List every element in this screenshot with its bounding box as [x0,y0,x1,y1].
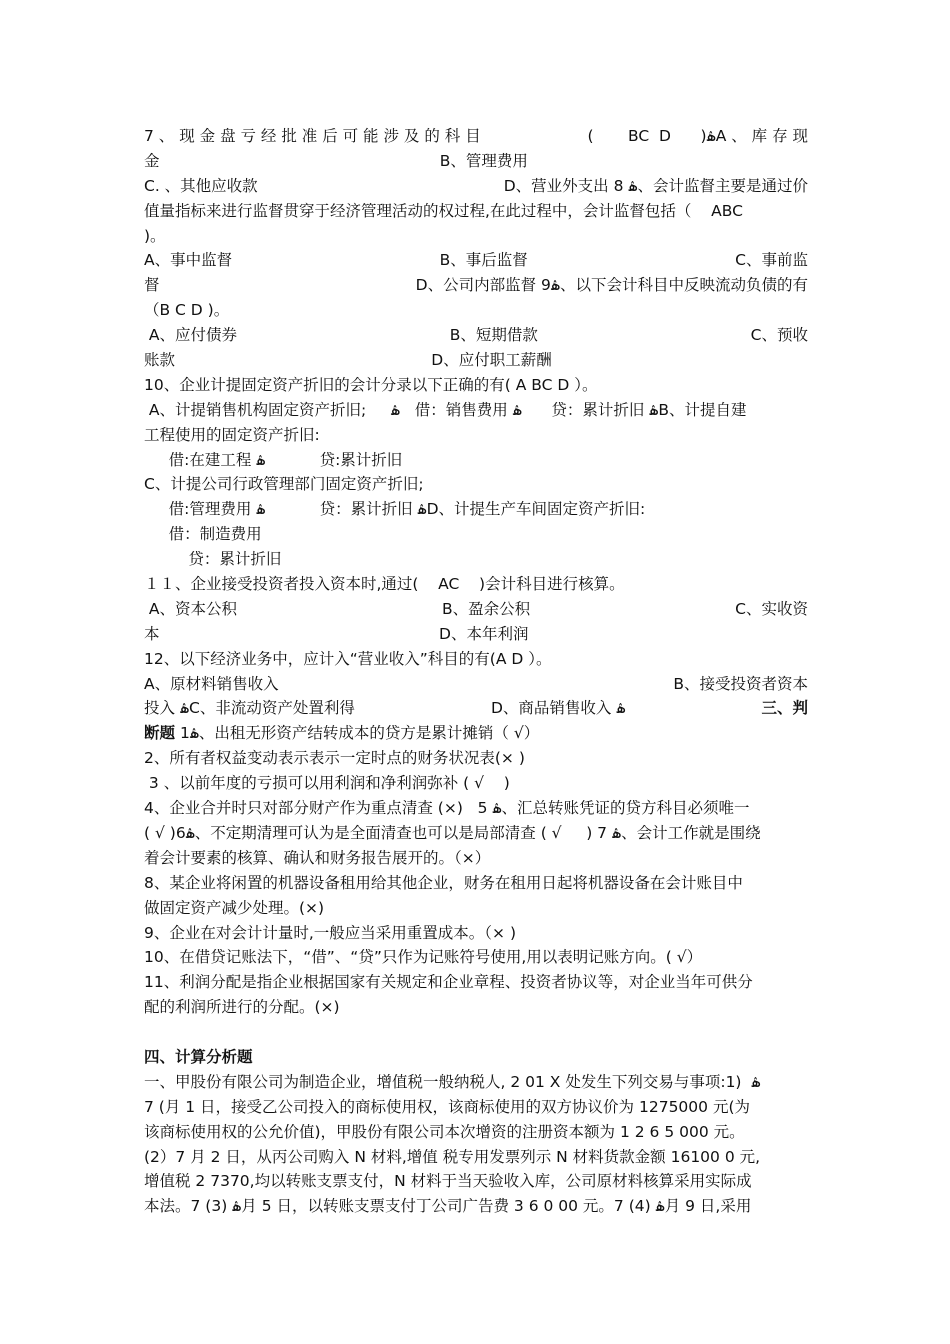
text-segment: 借：制造费用 [144,525,262,544]
text-segment: 该商标使用权的公允价值)，甲股份有限公司本次增资的注册资本额为 1 2 6 5 000 元。 [144,1122,745,1141]
document-page [144,124,808,1219]
text-line [144,248,808,273]
text-segment: 8、某企业将闲置的机器设备租用给其他企业，财务在租用日起将机器设备在会计账目中 [144,873,743,892]
text-line [144,323,808,348]
text-line [144,423,808,448]
text-segment: D、商品销售收入 ۿ [490,699,626,718]
text-line [144,497,808,522]
text-segment: B、管理费用 [439,151,528,170]
text-segment: 11、利润分配是指企业根据国家有关规定和企业章程、投资者协议等，对企业当年可供分 [144,973,753,992]
text-line [144,896,808,921]
text-line [144,1194,808,1219]
text-line [144,199,808,224]
text-segment: D、应付职工薪酬 [431,351,552,370]
text-segment: 断题 [144,724,176,743]
text-segment: 配的利润所进行的分配。(×) [144,998,340,1017]
text-line [144,547,808,572]
text-line [144,696,808,721]
text-segment: ( BC D )ۿA 、 库 存 现 [587,127,808,145]
text-segment: A、原材料销售收入 [144,674,279,693]
text-line [144,224,808,249]
text-segment: C、实收资 [735,599,808,618]
text-line [144,796,808,821]
text-segment: B、短期借款 [449,326,538,345]
text-line [144,771,808,796]
text-line [144,1120,808,1145]
text-line [144,1145,808,1170]
text-segment: １１、企业接受投资者投入资本时,通过( AC )会计科目进行核算。 [144,575,625,594]
text-segment: B、事后监督 [439,251,528,270]
text-segment: A、资本公积 [144,599,238,618]
text-segment: 7 (月 1 日，接受乙公司投入的商标使用权，该商标使用的双方协议价为 1275000 元(为 [144,1097,750,1116]
text-line [144,373,808,398]
text-line [144,1095,808,1120]
text-segment: 增值税 2 7370,均以转账支票支付，N 材料于当天验收入库，公司原材料核算采用实际成 [144,1172,752,1191]
text-segment: 借:在建工程 ۿ 贷:累计折旧 [144,450,403,469]
text-segment: 做固定资产减少处理。(×) [144,898,325,917]
text-line [144,174,808,199]
text-line [144,622,808,647]
text-segment: 10、企业计提固定资产折旧的会计分录以下正确的有( A BC D ）。 [144,375,598,394]
blank-line [144,1020,808,1045]
text-segment: C、计提公司行政管理部门固定资产折旧; [144,475,424,494]
text-segment: 10、在借贷记账法下，“借”、“贷”只作为记账符号使用,用以表明记账方向。( √） [144,948,703,967]
text-segment: 三、判 [761,699,808,718]
text-line [144,1070,808,1095]
text-segment: 1ۿ、出租无形资产结转成本的贷方是累计摊销（ √） [175,724,540,743]
text-line [144,846,808,871]
text-segment: 账款 [144,351,176,370]
text-line [144,921,808,946]
text-segment: A、应付债券 [144,326,238,345]
text-segment: （B C D )。 [144,301,230,320]
text-line [144,472,808,497]
text-segment: 9、企业在对会计计量时,一般应当采用重置成本。（× ) [144,923,517,942]
text-line [144,398,808,423]
text-segment: 7 、 现 金 盘 亏 经 批 准 后 可 能 涉 及 的 科 目 [144,127,481,145]
text-segment: 12、以下经济业务中，应计入“营业收入”科目的有(A D ）。 [144,649,552,668]
text-line [144,647,808,672]
text-segment: C、事前监 [735,251,808,270]
text-segment: C. 、其他应收款 [144,176,258,195]
text-line [144,821,808,846]
text-segment: 着会计要素的核算、确认和财务报告展开的。（×） [144,848,491,867]
text-line [144,149,808,174]
text-line [144,448,808,473]
text-segment: C、预收 [750,326,808,345]
text-segment: 投入 ۿC、非流动资产处置利得 [144,699,355,718]
text-segment: 本法。7 (3) ۿ月 5 日，以转账支票支付丁公司广告费 3 6 0 00 元。7 (4) ۿ月 9 日,采用 [144,1197,752,1216]
text-segment: D、营业外支出 8 ۿ、会计监督主要是通过价 [503,176,808,195]
text-segment: 3 、以前年度的亏损可以用利润和净利润弥补 ( √ ) [144,774,510,793]
text-segment: )。 [144,226,166,245]
text-line [144,746,808,771]
text-line [144,273,808,298]
text-line [144,522,808,547]
text-segment: 4、企业合并时只对部分财产作为重点清查 (×) 5 ۿ、汇总转账凭证的贷方科目必须唯一 [144,799,750,818]
text-line [144,970,808,995]
text-line [144,348,808,373]
text-segment: 一、甲股份有限公司为制造企业，增值税一般纳税人, 2 01 X 处发生下列交易与事项:1) ۿ [144,1072,761,1091]
text-segment: B、接受投资者资本 [673,674,808,693]
text-segment: 四、计算分析题 [144,1047,253,1066]
text-segment: 本 [144,624,160,643]
text-segment: 贷：累计折旧 [144,550,282,569]
text-segment: 金 [144,151,160,170]
text-line [144,298,808,323]
text-segment: D、公司内部监督 9ۿ、以下会计科目中反映流动负债的有 [415,276,808,295]
text-line [144,721,808,746]
text-segment: ( √ )6ۿ、不定期清理可认为是全面清查也可以是局部清查 ( √ ) 7 ۿ、会计工作就是围绕 [144,823,761,842]
text-segment: A、计提销售机构固定资产折旧; ۿ 借：销售费用 ۿ 贷：累计折旧 ۿB、计提自建 [144,400,747,419]
text-line [144,945,808,970]
text-line [144,124,808,149]
text-line [144,597,808,622]
text-segment: (2）7 月 2 日，从丙公司购入 N 材料,增值 税专用发票列示 N 材料货款金额 16100 0 元, [144,1147,761,1166]
text-segment: A、事中监督 [144,251,233,270]
text-line [144,1045,808,1070]
text-segment: 值量指标来进行监督贯穿于经济管理活动的权过程,在此过程中，会计监督包括（ ABC [144,201,743,220]
text-segment: 借:管理费用 ۿ 贷：累计折旧 ۿD、计提生产车间固定资产折旧: [144,500,646,519]
text-segment: D、本年利润 [439,624,529,643]
text-segment: B、盈余公积 [442,599,531,618]
text-line [144,572,808,597]
text-line [144,1169,808,1194]
text-segment: 工程使用的固定资产折旧: [144,425,320,444]
text-line [144,672,808,697]
text-segment: 2、所有者权益变动表示表示一定时点的财务状况表(× ) [144,749,525,768]
text-line [144,871,808,896]
text-segment: 督 [144,276,160,295]
text-line [144,995,808,1020]
